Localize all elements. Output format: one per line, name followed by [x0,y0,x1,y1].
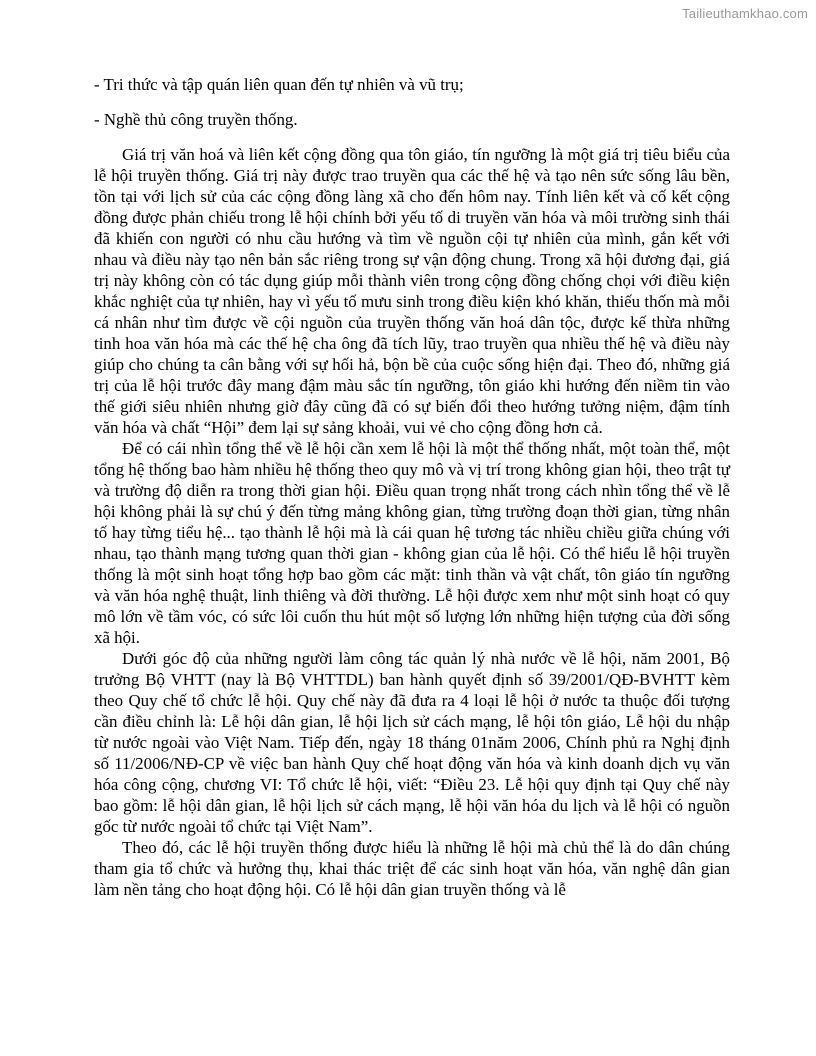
bullet-text: Tri thức và tập quán liên quan đến tự nhiên và vũ trụ; [99,75,464,94]
bullet-dash: - [94,75,100,94]
document-body [94,74,730,900]
bullet-text: Nghề thủ công truyền thống. [99,110,298,129]
paragraph-holistic-view: Để có cái nhìn tổng thể về lễ hội cần xem lễ hội là một thể thống nhất, một toàn thể, một tổng hệ thống bao hàm nhiều hệ thống theo quy mô và vị trí trong không gian hội, theo trật tự và trường độ diễn ra trong thời gian hội. Điều quan trọng nhất trong cách nhìn tổng thể về lễ hội không phải là sự chú ý đến từng mảng không gian, từng trường đoạn thời gian, từng nhân tố hay từng tiểu hệ... tạo thành lễ hội mà là cái quan hệ tương tác nhiều chiều giữa chúng với nhau, tạo thành mạng tương quan thời gian - không gian của lễ hội. Có thể hiểu lễ hội truyền thống là một sinh hoạt tổng hợp bao gồm các mặt: tinh thần và vật chất, tôn giáo tín ngưỡng và văn hóa nghệ thuật, linh thiêng và đời thường. Lễ hội được xem như một sinh hoạt có quy mô lớn về tầm vóc, có sức lôi cuốn thu hút một số lượng lớn những hiện tượng của đời sống xã hội. [94,439,730,647]
paragraph-cultural-value: Giá trị văn hoá và liên kết cộng đồng qua tôn giáo, tín ngưỡng là một giá trị tiêu biểu của lễ hội truyền thống. Giá trị này được trao truyền qua các thế hệ và tạo nên sức sống lâu bền, tồn tại với lịch sử của các cộng đồng làng xã cho đến hôm nay. Tính liên kết và cố kết cộng đồng được phản chiếu trong lễ hội chính bởi yếu tố di truyền văn hóa và môi trường sinh thái đã khiến con người có nhu cầu hướng và tìm về nguồn cội tự nhiên của mình, gắn kết với nhau và điều này tạo nên bản sắc riêng trong sự vận động chung. Trong xã hội đương đại, giá trị này không còn có tác dụng giúp mỗi thành viên trong cộng đồng chống chọi với điều kiện khắc nghiệt của tự nhiên, hay vì yếu tố mưu sinh trong điều kiện khó khăn, thiếu thốn mà mỗi cá nhân như tìm được về cội nguồn của truyền thống văn hoá dân tộc, được kế thừa những tinh hoa văn hóa mà các thế hệ cha ông đã tích lũy, trao truyền qua nhiều thế hệ và điều này giúp cho chúng ta cân bằng với sự hối hả, bộn bề của cuộc sống hiện đại. Theo đó, những giá trị của lễ hội trước đây mang đậm màu sắc tín ngưỡng, tôn giáo khi hướng đến niềm tin vào thế giới siêu nhiên nhưng giờ đây cũng đã có sự biến đổi theo hướng tưởng niệm, đậm tính văn hóa và chất “Hội” đem lại sự sảng khoải, vui vẻ cho cộng đồng hơn cả. [94,145,730,437]
bullet-item-nature-knowledge [94,74,730,95]
bullet-dash: - [94,110,100,129]
paragraph-traditional-festivals: Theo đó, các lễ hội truyền thống được hiểu là những lễ hội mà chủ thể là do dân chúng tham gia tổ chức và hưởng thụ, khai thác triệt để các sinh hoạt văn hóa, văn nghệ dân gian làm nền tảng cho hoạt động hội. Có lễ hội dân gian truyền thống và lễ [94,838,730,899]
bullet-item-handicrafts [94,109,730,130]
paragraph-state-management: Dưới góc độ của những người làm công tác quản lý nhà nước về lễ hội, năm 2001, Bộ trưởng Bộ VHTT (nay là Bộ VHTTDL) ban hành quyết định số 39/2001/QĐ-BVHTT kèm theo Quy chế tổ chức lễ hội. Quy chế này đã đưa ra 4 loại lễ hội ở nước ta thuộc đối tượng cần điều chỉnh là: Lễ hội dân gian, lễ hội lịch sử cách mạng, lễ hội tôn giáo, Lễ hội du nhập từ nước ngoài vào Việt Nam. Tiếp đến, ngày 18 tháng 01năm 2006, Chính phủ ra Nghị định số 11/2006/NĐ-CP về việc ban hành Quy chế hoạt động văn hóa và kinh doanh dịch vụ văn hóa công cộng, chương VI: Tổ chức lễ hội, viết: “Điều 23. Lễ hội quy định tại Quy chế này bao gồm: lễ hội dân gian, lễ hội lịch sử cách mạng, lễ hội văn hóa du lịch và lễ hội có nguồn gốc từ nước ngoài tổ chức tại Việt Nam”. [94,649,730,836]
watermark: Tailieuthamkhao.com [682,6,808,21]
